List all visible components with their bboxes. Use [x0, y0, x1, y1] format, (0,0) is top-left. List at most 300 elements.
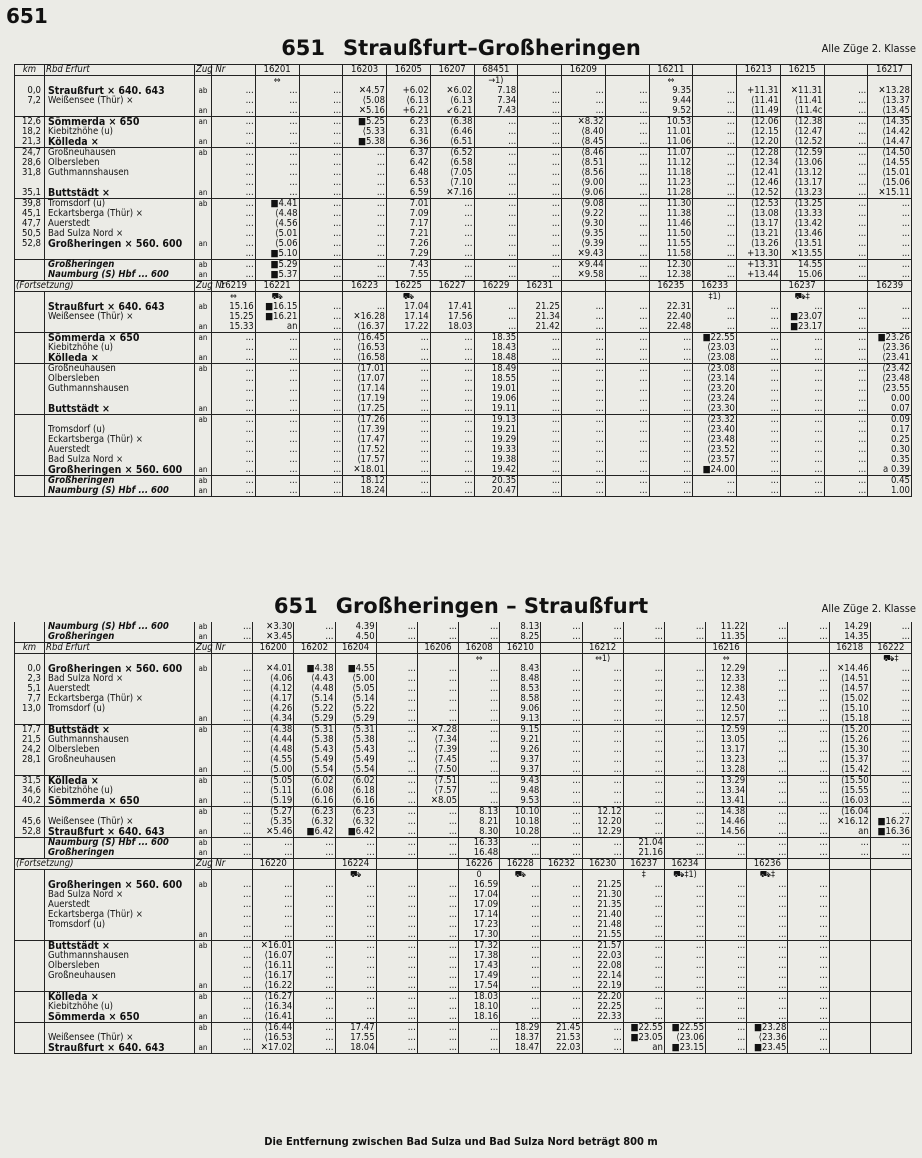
time-cell: ... [474, 302, 518, 312]
km-cell [15, 394, 45, 404]
time-cell: 0.30 [868, 445, 912, 455]
time-cell: ... [376, 941, 417, 952]
time-cell: ... [212, 786, 253, 796]
time-cell: ... [623, 704, 664, 714]
arr-dep-marker [195, 96, 212, 106]
time-cell: ... [582, 735, 623, 745]
time-cell: ... [780, 415, 824, 426]
time-cell: ⟨7.45 [417, 755, 458, 765]
time-cell: ... [706, 930, 747, 941]
km-cell: 50,5 [15, 229, 45, 239]
time-cell: ⟨6.23 [294, 807, 335, 818]
time-cell: 21.04 [623, 838, 664, 849]
time-cell: ■16.27 [870, 817, 911, 827]
time-cell: ... [518, 168, 562, 178]
time-cell [829, 890, 870, 900]
station-name: Kölleda ⨯ [45, 353, 195, 364]
train-number: 16206 [417, 643, 458, 654]
time-cell: ✕16.12 [829, 817, 870, 827]
time-cell: ... [664, 776, 705, 787]
time-cell: ... [376, 714, 417, 725]
time-cell: ... [605, 364, 649, 375]
km-cell: 52,8 [15, 239, 45, 249]
time-cell: ⟨5.38 [335, 735, 376, 745]
arr-dep-marker [195, 374, 212, 384]
time-cell: ... [605, 270, 649, 281]
time-cell: ⟨5.31 [335, 725, 376, 736]
time-cell: ... [870, 684, 911, 694]
station-name: Tromsdorf (u) [45, 425, 195, 435]
time-cell: 8.30 [459, 827, 500, 838]
time-cell: ⟨13.08 [737, 209, 781, 219]
time-cell: ... [780, 404, 824, 415]
station-name: Buttstädt ⨯ [45, 188, 195, 199]
time-cell: ... [605, 415, 649, 426]
station-name: Kiebitzhöhe (u) [45, 1002, 195, 1012]
time-cell: ... [747, 930, 788, 941]
time-cell: ... [649, 435, 693, 445]
km-cell [15, 106, 45, 117]
time-cell: ... [212, 1012, 253, 1023]
time-cell: ... [605, 486, 649, 497]
time-cell: ⟨17.19 [343, 394, 387, 404]
arr-dep-marker: an [195, 465, 212, 476]
train-number [376, 859, 417, 870]
time-cell: ... [664, 807, 705, 818]
time-cell: ... [299, 343, 343, 353]
km-cell: 31,5 [15, 776, 45, 787]
time-cell: ... [664, 745, 705, 755]
train-symbol: →1) [474, 76, 518, 87]
time-cell: ... [500, 1012, 541, 1023]
time-cell: ... [253, 838, 294, 849]
time-cell: ... [474, 168, 518, 178]
time-cell: ... [541, 817, 582, 827]
time-cell: 14.46 [706, 817, 747, 827]
time-cell: ⟨23.14 [693, 374, 737, 384]
time-cell: ... [780, 455, 824, 465]
time-cell: ... [299, 229, 343, 239]
time-cell: ⟨6.02 [294, 776, 335, 787]
time-cell: ... [212, 848, 253, 859]
time-cell: 21.40 [582, 910, 623, 920]
time-cell: ... [430, 353, 474, 364]
time-cell: ... [500, 910, 541, 920]
time-cell: ... [870, 838, 911, 849]
time-cell: 10.18 [500, 817, 541, 827]
km-cell [15, 838, 45, 849]
time-cell: ... [212, 920, 253, 930]
time-cell: 8.48 [500, 674, 541, 684]
time-cell: 0.07 [868, 404, 912, 415]
time-cell: ⟨7.34 [417, 735, 458, 745]
time-cell: ... [212, 796, 253, 807]
time-cell: ... [788, 920, 829, 930]
time-cell: 8.43 [500, 664, 541, 674]
time-cell: ... [299, 137, 343, 148]
time-cell: ⟨13.26 [737, 239, 781, 249]
time-cell: ... [294, 920, 335, 930]
time-cell: ... [212, 239, 256, 249]
time-cell: ⟨6.46 [430, 127, 474, 137]
time-cell: ✕7.16 [430, 188, 474, 199]
time-cell: 11.35 [706, 632, 747, 643]
km-cell [15, 971, 45, 981]
time-cell: ... [780, 333, 824, 344]
time-cell: ... [623, 714, 664, 725]
train-number: 16211 [649, 65, 693, 76]
time-cell: ... [824, 435, 868, 445]
time-cell: ... [541, 704, 582, 714]
arr-dep-marker [195, 1033, 212, 1043]
time-cell: ... [664, 910, 705, 920]
arr-dep-marker: an [195, 137, 212, 148]
time-cell: ... [747, 807, 788, 818]
time-cell: ⟨23.20 [693, 384, 737, 394]
time-cell: ... [430, 476, 474, 487]
time-cell: ... [212, 353, 256, 364]
time-cell: ... [649, 415, 693, 426]
time-cell: ⟨12.52 [780, 137, 824, 148]
time-cell: ... [253, 880, 294, 890]
time-cell: ... [541, 880, 582, 890]
time-cell: ... [417, 890, 458, 900]
time-cell: ⟨5.14 [294, 694, 335, 704]
train-symbol: ⛟‡ [870, 654, 911, 665]
time-cell: ... [788, 745, 829, 755]
time-cell: ... [788, 674, 829, 684]
time-cell: ... [541, 807, 582, 818]
km-cell [15, 930, 45, 941]
time-cell: ... [706, 1023, 747, 1034]
time-cell [870, 941, 911, 952]
time-cell: ... [212, 374, 256, 384]
time-cell: ■16.36 [870, 827, 911, 838]
time-cell: ... [255, 333, 299, 344]
station-name: Bad Sulza Nord ⨯ [45, 674, 195, 684]
arr-dep-marker: an [195, 333, 212, 344]
time-cell: ⟨5.01 [255, 229, 299, 239]
time-cell: ■23.07 [780, 312, 824, 322]
time-cell: ... [788, 880, 829, 890]
time-cell: ... [255, 178, 299, 188]
train-symbol [829, 870, 870, 881]
time-cell: ... [788, 910, 829, 920]
table-row [15, 465, 912, 476]
time-cell [829, 981, 870, 992]
table-row [15, 486, 912, 497]
station-name: Großheringen [45, 848, 195, 859]
time-cell: ... [623, 786, 664, 796]
train-number: 16219 [212, 281, 256, 292]
time-cell: ... [693, 106, 737, 117]
time-cell: ... [664, 848, 705, 859]
table-row [15, 137, 912, 148]
time-cell: ... [387, 465, 431, 476]
time-cell: ... [870, 848, 911, 859]
km-cell [15, 270, 45, 281]
km-cell [15, 415, 45, 426]
time-cell: ... [747, 910, 788, 920]
time-cell: ... [693, 137, 737, 148]
time-cell: 11.22 [706, 622, 747, 632]
time-cell: ... [387, 445, 431, 455]
time-cell: ... [387, 333, 431, 344]
time-cell: ... [212, 435, 256, 445]
time-cell: ... [294, 971, 335, 981]
km-cell [15, 1002, 45, 1012]
time-cell: 19.13 [474, 415, 518, 426]
time-cell: ... [664, 1002, 705, 1012]
time-cell: ... [664, 900, 705, 910]
station-name [45, 322, 195, 333]
time-cell: ⟨12.52 [737, 188, 781, 199]
arr-dep-marker: an [195, 486, 212, 497]
time-cell: ... [430, 384, 474, 394]
time-cell: ... [737, 394, 781, 404]
time-cell: ... [693, 86, 737, 96]
time-cell: 9.06 [500, 704, 541, 714]
arr-dep-marker [195, 674, 212, 684]
station-name: Kölleda ⨯ [45, 992, 195, 1003]
time-cell: ... [780, 302, 824, 312]
time-cell: ... [747, 961, 788, 971]
arr-dep-marker [195, 735, 212, 745]
time-cell: ... [387, 374, 431, 384]
arr-dep-marker: an [195, 117, 212, 128]
time-cell: ... [500, 961, 541, 971]
time-cell: ⟨4.17 [253, 694, 294, 704]
time-cell: ... [299, 415, 343, 426]
time-cell: ... [605, 188, 649, 199]
time-cell: ⟨12.46 [737, 178, 781, 188]
time-cell: ⟨13.25 [780, 199, 824, 210]
time-cell: 21.55 [582, 930, 623, 941]
time-cell: ... [737, 415, 781, 426]
time-cell: 7.18 [474, 86, 518, 96]
time-cell: ⟨8.46 [562, 148, 606, 159]
arr-dep-marker [195, 890, 212, 900]
time-cell: ⟨6.58 [430, 158, 474, 168]
km-cell: 31,8 [15, 168, 45, 178]
time-cell: ⟨13.06 [780, 158, 824, 168]
train-number [605, 281, 649, 292]
time-cell: +6.21 [387, 106, 431, 117]
time-cell: ... [212, 404, 256, 415]
time-cell: ... [649, 353, 693, 364]
time-cell: ... [747, 755, 788, 765]
time-cell: ... [824, 302, 868, 312]
train-number-label: Zug Nr [196, 642, 226, 653]
time-cell: ... [376, 971, 417, 981]
time-cell: ... [623, 961, 664, 971]
time-cell: ... [387, 364, 431, 375]
time-cell: ... [376, 890, 417, 900]
time-cell: 18.03 [430, 322, 474, 333]
time-cell: ✕18.01 [343, 465, 387, 476]
time-cell [829, 992, 870, 1003]
km-header: km [15, 65, 45, 76]
time-cell: ... [737, 435, 781, 445]
time-cell: ... [459, 786, 500, 796]
time-cell: ... [562, 333, 606, 344]
time-cell: ... [623, 900, 664, 910]
time-cell: ... [212, 476, 256, 487]
time-cell: 8.25 [500, 632, 541, 643]
km-cell: 7,7 [15, 694, 45, 704]
time-cell: ⟨7.57 [417, 786, 458, 796]
time-cell: ... [664, 890, 705, 900]
time-cell: 22.14 [582, 971, 623, 981]
time-cell: ... [430, 465, 474, 476]
time-cell: ... [541, 674, 582, 684]
arr-dep-marker: an [195, 632, 212, 643]
time-cell: 11.06 [649, 137, 693, 148]
time-cell: ⟨23.36 [868, 343, 912, 353]
time-cell: ... [387, 384, 431, 394]
table-row [15, 684, 912, 694]
time-cell: 18.24 [343, 486, 387, 497]
time-cell: ⟨8.45 [562, 137, 606, 148]
time-cell: ... [459, 796, 500, 807]
time-cell: ⟨16.44 [253, 1023, 294, 1034]
time-cell: ... [299, 465, 343, 476]
time-cell: ... [605, 435, 649, 445]
time-cell: ⟨16.17 [253, 971, 294, 981]
time-cell: ⟨5.11 [253, 786, 294, 796]
station-name: Buttstädt ⨯ [45, 404, 195, 415]
time-cell: ... [474, 322, 518, 333]
time-cell: ⟨13.46 [780, 229, 824, 239]
time-cell: ... [824, 486, 868, 497]
time-cell: ... [824, 148, 868, 159]
time-cell: ⟨4.26 [253, 704, 294, 714]
time-cell: ... [541, 714, 582, 725]
time-cell: ... [737, 364, 781, 375]
train-number [788, 859, 829, 870]
time-cell: ... [824, 219, 868, 229]
time-cell: ■4.38 [294, 664, 335, 674]
time-cell: ⟨17.26 [343, 415, 387, 426]
time-cell [829, 1043, 870, 1054]
time-cell: ... [212, 930, 253, 941]
time-cell: ... [780, 425, 824, 435]
time-cell: ⟨9.00 [562, 178, 606, 188]
time-cell [829, 920, 870, 930]
time-cell: ... [387, 404, 431, 415]
time-cell: ... [299, 260, 343, 271]
time-cell: ⟨6.13 [430, 96, 474, 106]
time-cell: ... [870, 786, 911, 796]
time-cell: ... [417, 838, 458, 849]
time-cell: ⟨17.52 [343, 445, 387, 455]
time-cell: ... [693, 229, 737, 239]
blank-cell [15, 292, 45, 303]
time-cell: ... [605, 209, 649, 219]
time-cell [829, 971, 870, 981]
train-number: 16202 [294, 643, 335, 654]
station-name: Weißensee (Thür) ⨯ [45, 312, 195, 322]
time-cell: 22.25 [582, 1002, 623, 1012]
time-cell: ... [518, 106, 562, 117]
km-cell: 52,8 [15, 827, 45, 838]
train-number [605, 65, 649, 76]
time-cell: 8.53 [500, 684, 541, 694]
time-cell: ... [868, 322, 912, 333]
time-cell: ... [376, 796, 417, 807]
continuation-label: (Fortsetzung) [15, 859, 195, 870]
time-cell: ⟨23.55 [868, 384, 912, 394]
time-cell: ⟨15.02 [829, 694, 870, 704]
station-name: Guthmannshausen [45, 735, 195, 745]
time-cell: 17.49 [459, 971, 500, 981]
time-cell: ... [376, 1023, 417, 1034]
time-cell: ⟨16.11 [253, 961, 294, 971]
time-cell: ... [737, 404, 781, 415]
time-cell: ... [343, 302, 387, 312]
time-cell: ... [824, 455, 868, 465]
time-cell: ... [343, 199, 387, 210]
table-row [15, 796, 912, 807]
time-cell: ... [459, 745, 500, 755]
time-cell: ... [824, 394, 868, 404]
time-cell: ... [623, 807, 664, 818]
time-cell: ... [541, 920, 582, 930]
table-row [15, 664, 912, 674]
time-cell: ... [459, 704, 500, 714]
time-cell: ... [500, 1002, 541, 1012]
time-cell [829, 930, 870, 941]
time-cell: ... [706, 951, 747, 961]
time-cell: 21.57 [582, 941, 623, 952]
time-cell: ... [541, 961, 582, 971]
time-cell: ... [788, 981, 829, 992]
time-cell: ⟨11.41 [737, 96, 781, 106]
time-cell: ✕4.01 [253, 664, 294, 674]
time-cell: ... [693, 178, 737, 188]
time-cell: ⟨16.22 [253, 981, 294, 992]
train-number: 16221 [255, 281, 299, 292]
time-cell: ... [788, 796, 829, 807]
time-cell: a 0.39 [868, 465, 912, 476]
time-cell: ⟨13.37 [868, 96, 912, 106]
time-cell: ... [562, 106, 606, 117]
time-cell: 11.01 [649, 127, 693, 137]
time-cell: ... [417, 714, 458, 725]
time-cell: ... [299, 333, 343, 344]
time-cell: ... [212, 1043, 253, 1054]
time-cell: ... [430, 394, 474, 404]
time-cell: ⟨15.55 [829, 786, 870, 796]
time-cell: ⟨6.52 [430, 148, 474, 159]
time-cell: ... [824, 333, 868, 344]
time-cell: ⟨23.52 [693, 445, 737, 455]
train-symbol: ⇔ [649, 76, 693, 87]
time-cell: 8.58 [500, 694, 541, 704]
time-cell: ... [541, 951, 582, 961]
time-cell: ✕14.46 [829, 664, 870, 674]
table-row [15, 106, 912, 117]
train-number-label: Zug Nr [196, 64, 226, 75]
arr-dep-marker [195, 312, 212, 322]
class-note: Alle Züge 2. Klasse [821, 602, 916, 615]
time-cell: ... [664, 981, 705, 992]
time-cell: ... [788, 951, 829, 961]
time-cell: ... [376, 632, 417, 643]
time-cell: ... [387, 425, 431, 435]
time-cell: 12.38 [706, 684, 747, 694]
time-cell: ... [376, 848, 417, 859]
